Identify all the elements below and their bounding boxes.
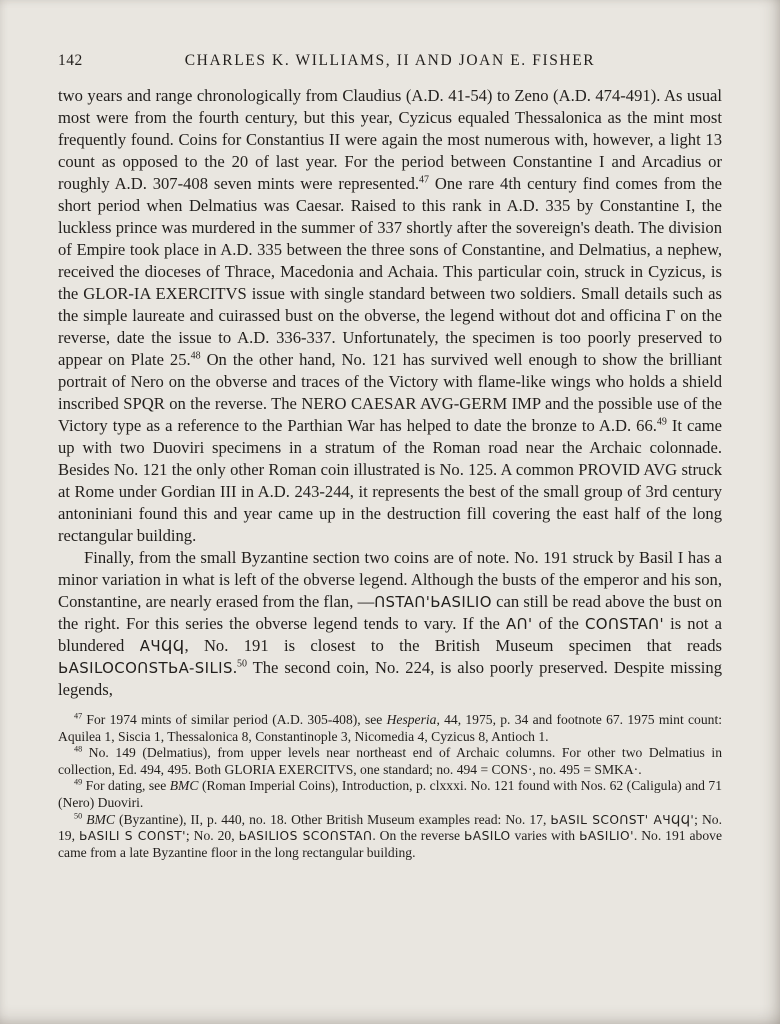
footnote-49: $^{49}$ For dating, see BMC (Roman Imperial Coins), Introduction, p. clxxxi. No. 121 found with Nos. 62 (Caligula) and 71 (Nero) Duoviri.: [58, 777, 722, 810]
footnote-50: $^{50}$ BMC (Byzantine), II, p. 440, no. 18. Other British Museum examples read: No. 17, ЬASIL SCOՈST' AЧϤϤ'; No. 19, ЬASILI S COՈST'; No. 20, ЬASILIOS SCOՈSTAՈ. On the reverse ЬASILO varies with ЬASILIO'. No. 191 above came from a late Byzantine floor in the long rectangular building.: [58, 811, 722, 860]
footnote-48: $^{48}$ No. 149 (Delmatius), from upper levels near northeast end of Archaic columns. For other two Delmatius in collection, Ed. 494, 495. Both GLORIA EXERCITVS, one standard; no. 494 = CONS·, no. 495 = SMKA·.: [58, 744, 722, 777]
footnotes-section: [58, 712, 722, 861]
footnote-47: $^{47}$ For 1974 mints of similar period (A.D. 305-408), see Hesperia, 44, 1975, p. 34 and footnote 67. 1975 mint count: Aquilea 1, Siscia 1, Thessalonica 8, Constantinople 3, Nicomedia 4, Cyzicus 8, Antioch 1.: [58, 711, 723, 744]
body-paragraph-1: two years and range chronologically from Claudius (A.D. 41-54) to Zeno (A.D. 474-491). As usual most were from the fourth century, but this year, Cyzicus equaled Thessalonica as the mint most frequently found. Coins for Constantius II were again the most numerous with, however, a light 13 count as opposed to the 20 of last year. For the period between Constantine I and Arcadius or roughly A.D. 307-408 seven mints were represented.$^{47}$ One rare 4th century find comes from the short period when Delmatius was Caesar. Raised to this rank in A.D. 335 by Constantine I, the luckless prince was murdered in the summer of 337 shortly after the sovereign's death. The division of Empire took place in A.D. 335 between the three sons of Constantine, and Delmatius, a nephew, received the dioceses of Thrace, Macedonia and Achaia. This particular coin, struck in Cyzicus, is the GLOR-IA EXERCITVS issue with single standard between two soldiers. Small details such as the simple laureate and cuirassed bust on the obverse, the legend without dot and officina Γ on the reverse, date the issue to A.D. 336-337. Unfortunately, the specimen is too poorly preserved to appear on Plate 25.48 On the other hand, No. 121 has survived well enough to show the brilliant portrait of Nero on the obverse and traces of the Victory with flame-like wings who holds a shield inscribed SPQR on the reverse. The NERO CAESAR AVG-GERM IMP and the possible use of the Victory type as a reference to the Parthian War has helped to date the bronze to A.D. 66.49 It came up with two Duoviri specimens in a stratum of the Roman road near the Archaic colonnade. Besides No. 121 the only other Roman coin illustrated is No. 125. A common PROVID AVG struck at Rome under Gordian III in A.D. 243-244, it represents the best of the small group of 3rd century antoniniani found this and year came up in the destruction fill covering the east half of the long rectangular building.: [58, 86, 723, 545]
body-text: [58, 85, 722, 701]
running-head: CHARLES K. WILLIAMS, II AND JOAN E. FISHER: [184, 52, 596, 69]
page-header: [58, 52, 722, 70]
body-paragraph-2: Finally, from the small Byzantine section two coins are of note. No. 191 struck by Basil I has a minor variation in what is left of the obverse legend. Although the busts of the emperor and his son, Constantine, are nearly erased from the flan, —ՈSTAՈ'ЬASILIO can still be read above the bust on the right. For this series the obverse legend tends to vary. If the AՈ' of the COՈSTAՈ' is not a blundered AЧϤϤ, No. 191 is closest to the British Museum specimen that reads ЬASILOCOՈSTЬA-SILIS.$^{50}$ The second coin, No. 224, is also poorly preserved. Despite missing legends,: [58, 548, 723, 699]
page-number: 142: [58, 52, 83, 69]
